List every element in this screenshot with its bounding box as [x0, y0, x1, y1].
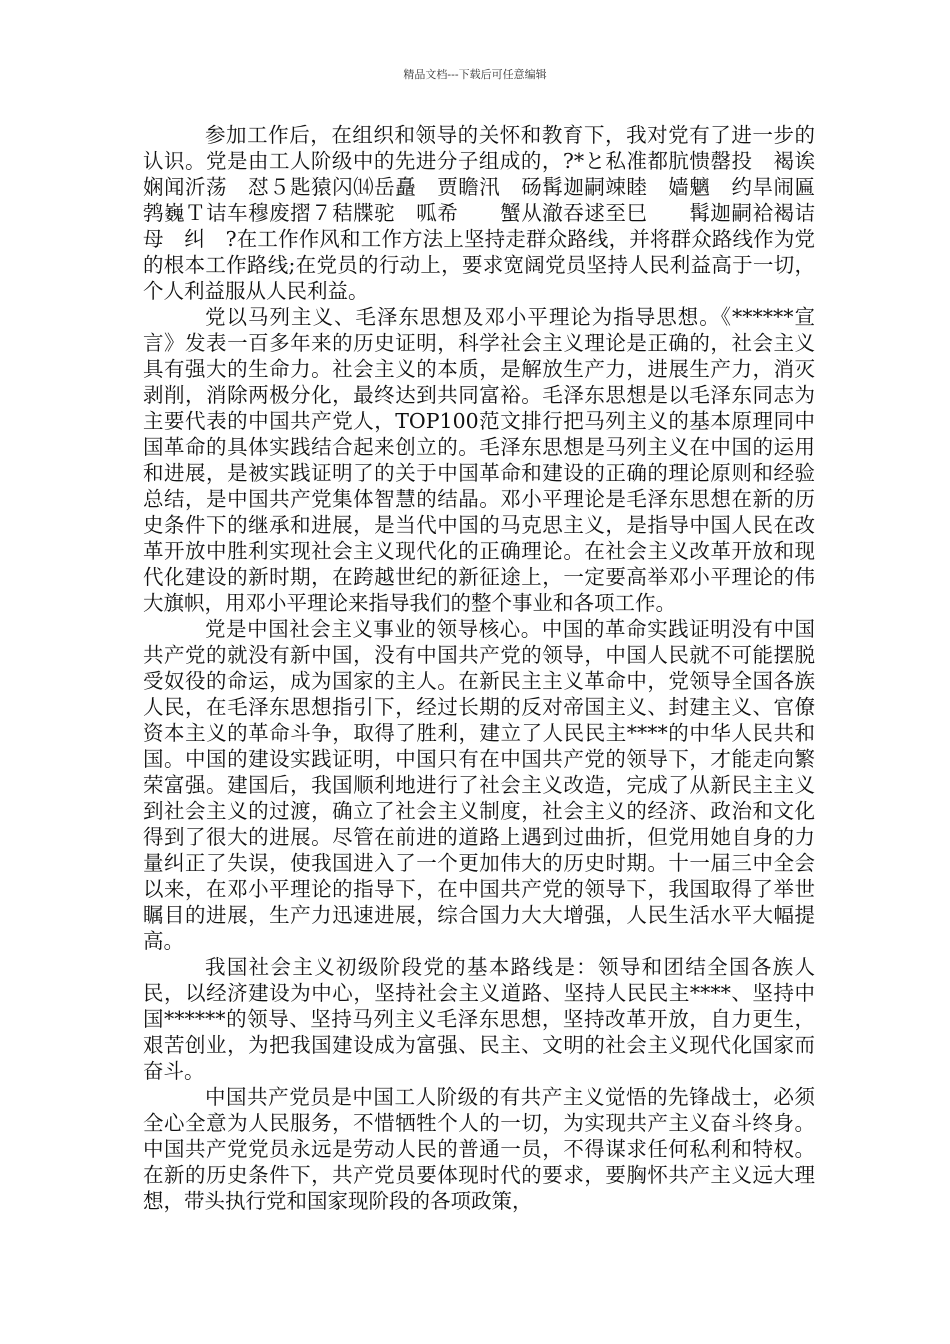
paragraph: 参加工作后，在组织和领导的关怀和教育下，我对党有了进一步的认识。党是由工人阶级中的先进分子组成的，?*と私准都肮愦罄投 褐诶 娴闻沂荡 怼５匙猿闪⒁岳矗 贾瞻汛 砀髯迦嗣竦睦 嫱魑 约旱闹匾 鹁巍Ｔ诘车穆废摺７秸牒驼 呱希 蟹从澈吞逑至巳 髯迦嗣袷褐诘母 纠 ?在工作作风和工作方法上坚持走群众路线，并将群众路线作为党的根本工作路线;在党员的行动上，要求宽阔党员坚持人民利益高于一切，个人利益服从人民利益。: [143, 123, 836, 303]
paragraph: 中国共产党员是中国工人阶级的有共产主义觉悟的先锋战士，必须全心全意为人民服务，不惜牺牲个人的一切，为实现共产主义奋斗终身。中国共产党党员永远是劳动人民的普通一员，不得谋求任何私利和特权。在新的历史条件下，共产党员要体现时代的要求，要胸怀共产主义远大理想，带头执行党和国家现阶段的各项政策，: [143, 1085, 815, 1213]
paragraph: 党以马列主义、毛泽东思想及邓小平理论为指导思想。《******宣言》发表一百多年来的历史证明，科学社会主义理论是正确的，社会主义具有强大的生命力。社会主义的本质，是解放生产力，进展生产力，消灭剥削，消除两极分化，最终达到共同富裕。毛泽东思想是以毛泽东同志为主要代表的中国共产党人，TOP100范文排行把马列主义的基本原理同中国革命的具体实践结合起来创立的。毛泽东思想是马列主义在中国的运用和进展，是被实践证明了的关于中国革命和建设的正确的理论原则和经验总结，是中国共产党集体智慧的结晶。邓小平理论是毛泽东思想在新的历史条件下的继承和进展，是当代中国的马克思主义，是指导中国人民在改革开放中胜利实现社会主义现代化的正确理论。在社会主义改革开放和现代化建设的新时期，在跨越世纪的新征途上，一定要高举邓小平理论的伟大旗帜，用邓小平理论来指导我们的整个事业和各项工作。: [143, 305, 815, 615]
document-body: [143, 122, 836, 1214]
paragraph: 党是中国社会主义事业的领导核心。中国的革命实践证明没有中国共产党的就没有新中国，没有中国共产党的领导，中国人民就不可能摆脱受奴役的命运，成为国家的主人。在新民主主义革命中，党领导全国各族人民，在毛泽东思想指引下，经过长期的反对帝国主义、封建主义、官僚资本主义的革命斗争，取得了胜利，建立了人民民主****的中华人民共和国。中国的建设实践证明，中国只有在中国共产党的领导下，才能走向繁荣富强。建国后，我国顺利地进行了社会主义改造，完成了从新民主主义到社会主义的过渡，确立了社会主义制度，社会主义的经济、政治和文化得到了很大的进展。尽管在前进的道路上遇到过曲折，但党用她自身的力量纠正了失误，使我国进入了一个更加伟大的历史时期。十一届三中全会以来，在邓小平理论的指导下，在中国共产党的领导下，我国取得了举世瞩目的进展，生产力迅速进展，综合国力大大增强，人民生活水平大幅提高。: [143, 617, 815, 953]
page-header: 精品文档---下载后可任意编辑: [403, 68, 547, 81]
paragraph: 我国社会主义初级阶段党的基本路线是：领导和团结全国各族人民，以经济建设为中心，坚持社会主义道路、坚持人民民主****、坚持中国******的领导、坚持马列主义毛泽东思想，坚持改革开放，自力更生，艰苦创业，为把我国建设成为富强、民主、文明的社会主义现代化国家而奋斗。: [143, 955, 815, 1083]
